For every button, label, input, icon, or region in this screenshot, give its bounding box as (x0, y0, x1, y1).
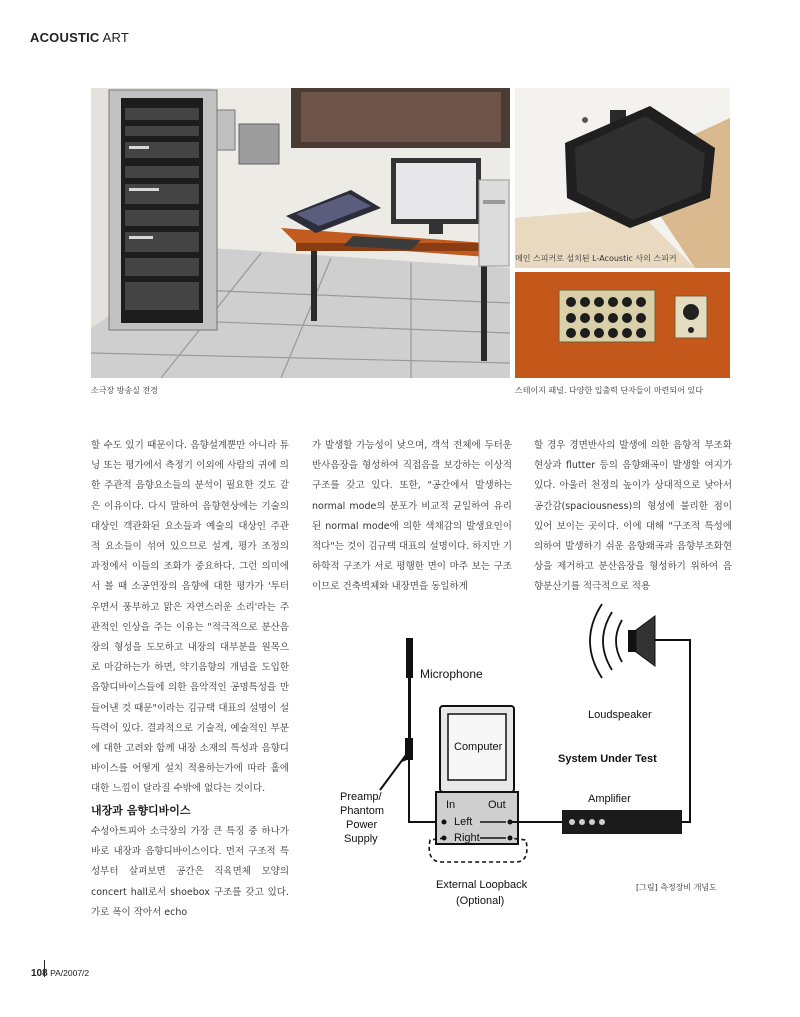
computer-icon (436, 706, 518, 844)
paragraph: 할 경우 경면반사의 발생에 의한 음향적 부조화현상과 flutter 등의 음향왜곡이 발생할 여지가 있다. 아울러 천정의 높이가 상대적으로 낮아서 공간감(spaciousness)의 형성에 불리한 점이 있어 보이는 곳이다. 이에 대해 "구조적 특성에 의하여 발생하기 쉬운 음향왜곡과 음향부조화현상을 제거하고 분산음장을 형성하기 위하여 음향분산기를 적극적으로 적용 (534, 440, 732, 593)
page-number: 108 (31, 968, 48, 979)
page-footer (31, 968, 89, 979)
output-label: Out (488, 799, 506, 811)
issue-label: PA/2007/2 (50, 968, 90, 978)
paragraph: 가 발생할 가능성이 낮으며, 객석 전체에 두터운 반사음장을 형성하여 직접음을 보강하는 이상적 구조를 갖고 있다. 또한, "공간에서 발생하는 normal mode의 분포가 비교적 균일하여 유리된 normal mode에 의한 색채감의 발생요인이 적다"는 것이 김규택 대표의 설명이다. 하지만 기하학적 구조가 서로 평행한 면이 마주 보는 구조이므로 건축벽체와 내장면을 동일하게 (312, 440, 512, 593)
paragraph: 수성아트피아 소극장의 가장 큰 특징 중 하나가 바로 내장과 음향디바이스이다. 먼저 구조적 특성부터 살펴보면 공간은 직육면체 모양의 concert hall로서 shoebox 구조를 갖고 있다. 가로 폭이 작아서 echo (91, 826, 289, 918)
stage-panel-caption: 스테이지 패널. 다양한 입출력 단자들이 마련되어 있다 (515, 386, 703, 395)
broadcast-room-photo (91, 88, 510, 378)
preamp-label-line-2: Phantom (340, 805, 385, 817)
loudspeaker-icon (590, 604, 655, 678)
speaker-caption: 메인 스피커로 설치된 L-Acoustic 사의 스피커 (515, 254, 677, 263)
article-column-1 (91, 436, 289, 800)
figure-caption: [그림] 측정장비 개념도 (636, 883, 717, 892)
measurement-setup-diagram (330, 600, 730, 920)
microphone-label: Microphone (420, 667, 483, 681)
computer-label: Computer (454, 741, 503, 753)
stage-panel-photo (515, 272, 730, 378)
input-label: In (446, 799, 456, 811)
article-column-1-continued (91, 822, 289, 923)
amplifier-icon (562, 810, 682, 834)
left-channel-label: Left (454, 816, 473, 828)
microphone-icon (405, 638, 413, 760)
broadcast-room-caption: 소극장 방송실 전경 (91, 386, 158, 395)
loopback-label-line-1: External Loopback (436, 879, 528, 891)
loopback-label-line-2: (Optional) (456, 895, 505, 907)
preamp-label-line-1: Preamp/ (340, 791, 382, 803)
preamp-label-line-4: Supply (344, 833, 378, 845)
magazine-section-header (30, 30, 129, 45)
brand-light: ART (102, 30, 129, 45)
right-channel-label: Right (454, 832, 480, 844)
amplifier-label: Amplifier (588, 793, 631, 805)
article-column-2 (312, 436, 512, 598)
loudspeaker-label: Loudspeaker (588, 709, 652, 721)
preamp-label-line-3: Power (346, 819, 378, 831)
brand-bold: ACOUSTIC (30, 30, 100, 45)
speaker-photo (515, 88, 730, 268)
section-heading: 내장과 음향디바이스 (91, 804, 191, 817)
system-under-test-label: System Under Test (558, 753, 657, 765)
paragraph: 할 수도 있기 때문이다. 음향설계뿐만 아니라 튜닝 또는 평가에서 측정기 이외에 사람의 귀에 의한 주관적 음향요소들의 분석이 필요한 것도 같은 이유이다. 다시 말하여 음향현상에는 기술의 대상인 객관화된 요소들과 예술의 대상인 주관적 요소들이 섞여 있으므로 설계, 평가 조정의 과정에서 이들의 조화가 중요하다. 그런 의미에서 볼 때 소공연장의 음향에 대한 평가가 '투터우면서 풍부하고 맑은 자연스러운 소리'라는 주관적인 인상을 주는 이유는 "적극적으로 분산음장의 형성을 도모하고 내장의 대부분을 원목으로 마감하는가 하면, 약기음향의 개념을 도입한 음향디바이스들에 의한 음악적인 공명특성을 만들어낸 것 때문"이라는 김규택 대표의 설명이 설득력이 있다. 결과적으로 기술적, 예술적인 부분에 대한 고려와 함께 내장 소재의 특성과 음향디바이스를 어떻게 설치 적용하는가에 따라 홀에 대한 느낌이 달라질 수밖에 없다는 것이다. (91, 440, 289, 795)
article-column-3 (534, 436, 732, 598)
